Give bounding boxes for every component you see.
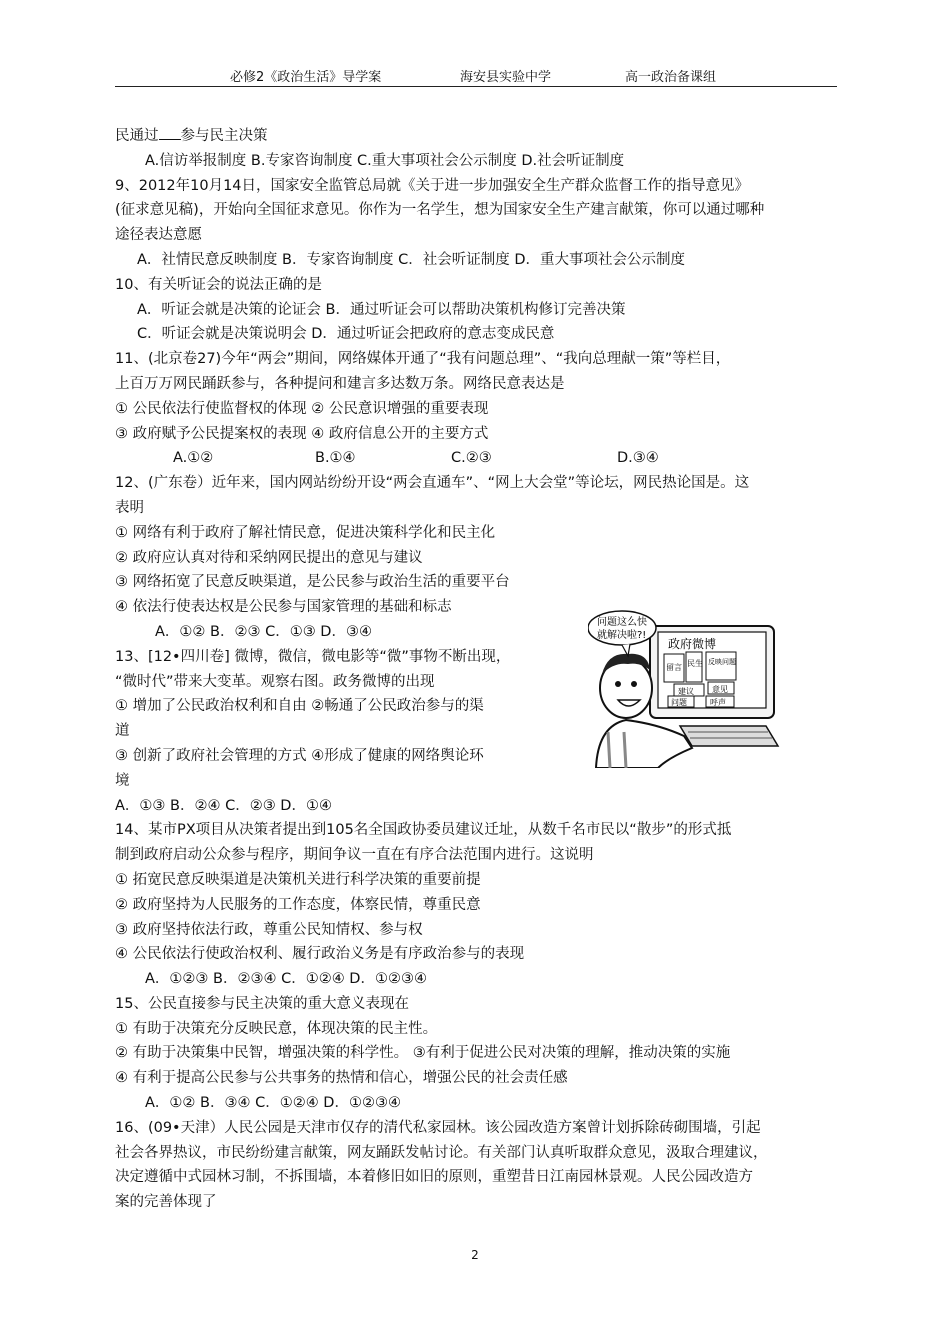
tag-jianyi: 建议	[678, 687, 694, 696]
q16-line: 案的完善体现了	[115, 1194, 217, 1211]
tag-husheng: 呼声	[710, 698, 726, 707]
page-header	[115, 66, 837, 87]
q8-options: A.信访举报制度 B.专家咨询制度 C.重大事项社会公示制度 D.社会听证制度	[145, 152, 625, 169]
q15-item: ④ 有利于提高公民参与公共事务的热情和信心，增强公民的社会责任感	[115, 1070, 568, 1087]
q12-item: ① 网络有利于政府了解社情民意，促进决策科学化和民主化	[115, 524, 496, 541]
q12-options: A．①② B．②③ C．①③ D．③④	[155, 623, 372, 640]
q11-line: 上百万万网民踊跃参与，各种提问和建言多达数万条。网络民意表达是	[115, 375, 565, 392]
q15-item: ① 有助于决策充分反映民意，体现决策的民主性。	[115, 1020, 438, 1037]
q11-items-12: ① 公民依法行使监督权的体现 ② 公民意识增强的重要表现	[115, 400, 489, 417]
header-left: 必修2《政治生活》导学案	[230, 70, 382, 85]
q16-line: 决定遵循中式园林习制，不拆围墙，本着修旧如旧的原则，重塑昔日江南园林景观。人民公园改造方	[115, 1169, 753, 1186]
bubble-line-2: 就解决啦?!	[597, 630, 647, 641]
q12-item: ② 政府应认真对待和采纳网民提出的意见与建议	[115, 549, 423, 566]
q12-line: 表明	[115, 499, 144, 516]
q13-line: 境	[115, 772, 130, 789]
q15-item: ② 有助于决策集中民智，增强决策的科学性。 ③有利于促进公民对决策的理解，推动决策的实施	[115, 1045, 731, 1062]
tag-minsheng: 民生	[687, 659, 703, 668]
answer-blank	[159, 125, 181, 140]
q14-item: ④ 公民依法行使政治权利、履行政治义务是有序政治参与的表现	[115, 946, 525, 963]
q14-line: 14、某市PX项目从决策者提出到105名全国政协委员建议迁址，从数千名市民以“散步”的形式抵	[115, 822, 732, 839]
q13-line: 道	[115, 723, 130, 740]
q10-options-cd: C．听证会就是决策说明会 D．通过听证会把政府的意志变成民意	[137, 326, 555, 343]
q15-stem: 15、公民直接参与民主决策的重大意义表现在	[115, 995, 409, 1012]
q14-item: ③ 政府坚持依法行政，尊重公民知情权、参与权	[115, 921, 423, 938]
q14-item: ② 政府坚持为人民服务的工作态度，体察民情，尊重民意	[115, 896, 481, 913]
q13-line: ③ 创新了政府社会管理的方式 ④形成了健康的网络舆论环	[115, 747, 484, 764]
q9-options: A．社情民意反映制度 B．专家咨询制度 C．社会听证制度 D．重大事项社会公示制度	[137, 251, 685, 268]
bubble-line-1: 问题这么快	[597, 617, 647, 628]
q16-line: 社会各界热议，市民纷纷建言献策，网友踊跃发帖讨论。有关部门认真听取群众意见，汲取合理建议，	[115, 1144, 768, 1161]
q8-stem: 民通过 参与民主决策	[115, 124, 845, 149]
header-right: 高一政治备课组	[625, 70, 717, 85]
q11-option-b: B.①④	[315, 450, 356, 467]
tag-yijian: 意见	[712, 685, 728, 694]
page-number: 2	[471, 1248, 479, 1262]
tag-box	[706, 652, 736, 680]
q9-line: 途径表达意愿	[115, 227, 202, 244]
q11-items-34: ③ 政府赋予公民提案权的表现 ④ 政府信息公开的主要方式	[115, 425, 489, 442]
q15-options: A．①② B．③④ C．①②④ D．①②③④	[145, 1095, 401, 1112]
q14-line: 制到政府启动公众参与程序，期间争议一直在有序合法范围内进行。这说明	[115, 847, 594, 864]
q14-options: A．①②③ B．②③④ C．①②④ D．①②③④	[145, 971, 427, 988]
tag-wenti: 问题	[671, 698, 687, 707]
q14-item: ① 拓宽民意反映渠道是决策机关进行科学决策的重要前提	[115, 871, 481, 888]
q13-line: “微时代”带来大变革。观察右图。政务微博的出现	[115, 673, 435, 690]
q9-line: (征求意见稿)，开始向全国征求意见。你作为一名学生，想为国家安全生产建言献策，你可以通过哪种	[115, 202, 765, 219]
person-eye	[631, 681, 637, 687]
q12-item: ③ 网络拓宽了民意反映渠道，是公民参与政治生活的重要平台	[115, 574, 510, 591]
q13-line: ① 增加了公民政治权利和自由 ②畅通了公民政治参与的渠	[115, 698, 484, 715]
q11-line: 11、(北京卷27)今年“两会”期间，网络媒体开通了“我有问题总理”、“我向总理献一策”等栏目，	[115, 351, 731, 368]
q10-options-ab: A．听证会就是决策的论证会 B．通过听证会可以帮助决策机构修订完善决策	[137, 301, 626, 318]
person-eye	[615, 681, 621, 687]
gov-weibo-cartoon	[588, 608, 784, 768]
tag-fanying: 反映问题	[708, 658, 736, 666]
tag-liuyan: 留言	[666, 663, 682, 672]
q11-option-a: A.①②	[173, 450, 214, 467]
q11-options	[115, 446, 845, 471]
q11-option-c: C.②③	[451, 450, 492, 467]
q11-option-d: D.③④	[617, 450, 659, 467]
screen-title: 政府微博	[668, 637, 717, 651]
q12-item: ④ 依法行使表达权是公民参与国家管理的基础和标志	[115, 599, 452, 616]
q10-stem: 10、有关听证会的说法正确的是	[115, 276, 322, 293]
q12-line: 12、(广东卷）近年来，国内网站纷纷开设“两会直通车”、“网上大会堂”等论坛，网民热论国是。这	[115, 475, 750, 492]
q13-line: 13、[12•四川卷] 微博，微信，微电影等“微”事物不断出现，	[115, 648, 511, 665]
q9-line: 9、2012年10月14日，国家安全监管总局就《关于进一步加强安全生产群众监督工作的指导意见》	[115, 177, 750, 194]
q13-options: A．①③ B．②④ C．②③ D．①④	[115, 797, 332, 814]
q16-line: 16、(09•天津）人民公园是天津市仅存的清代私家园林。该公园改造方案曾计划拆除砖砌围墙，引起	[115, 1119, 761, 1136]
header-center: 海安县实验中学	[460, 70, 552, 85]
keyboard	[680, 726, 778, 746]
